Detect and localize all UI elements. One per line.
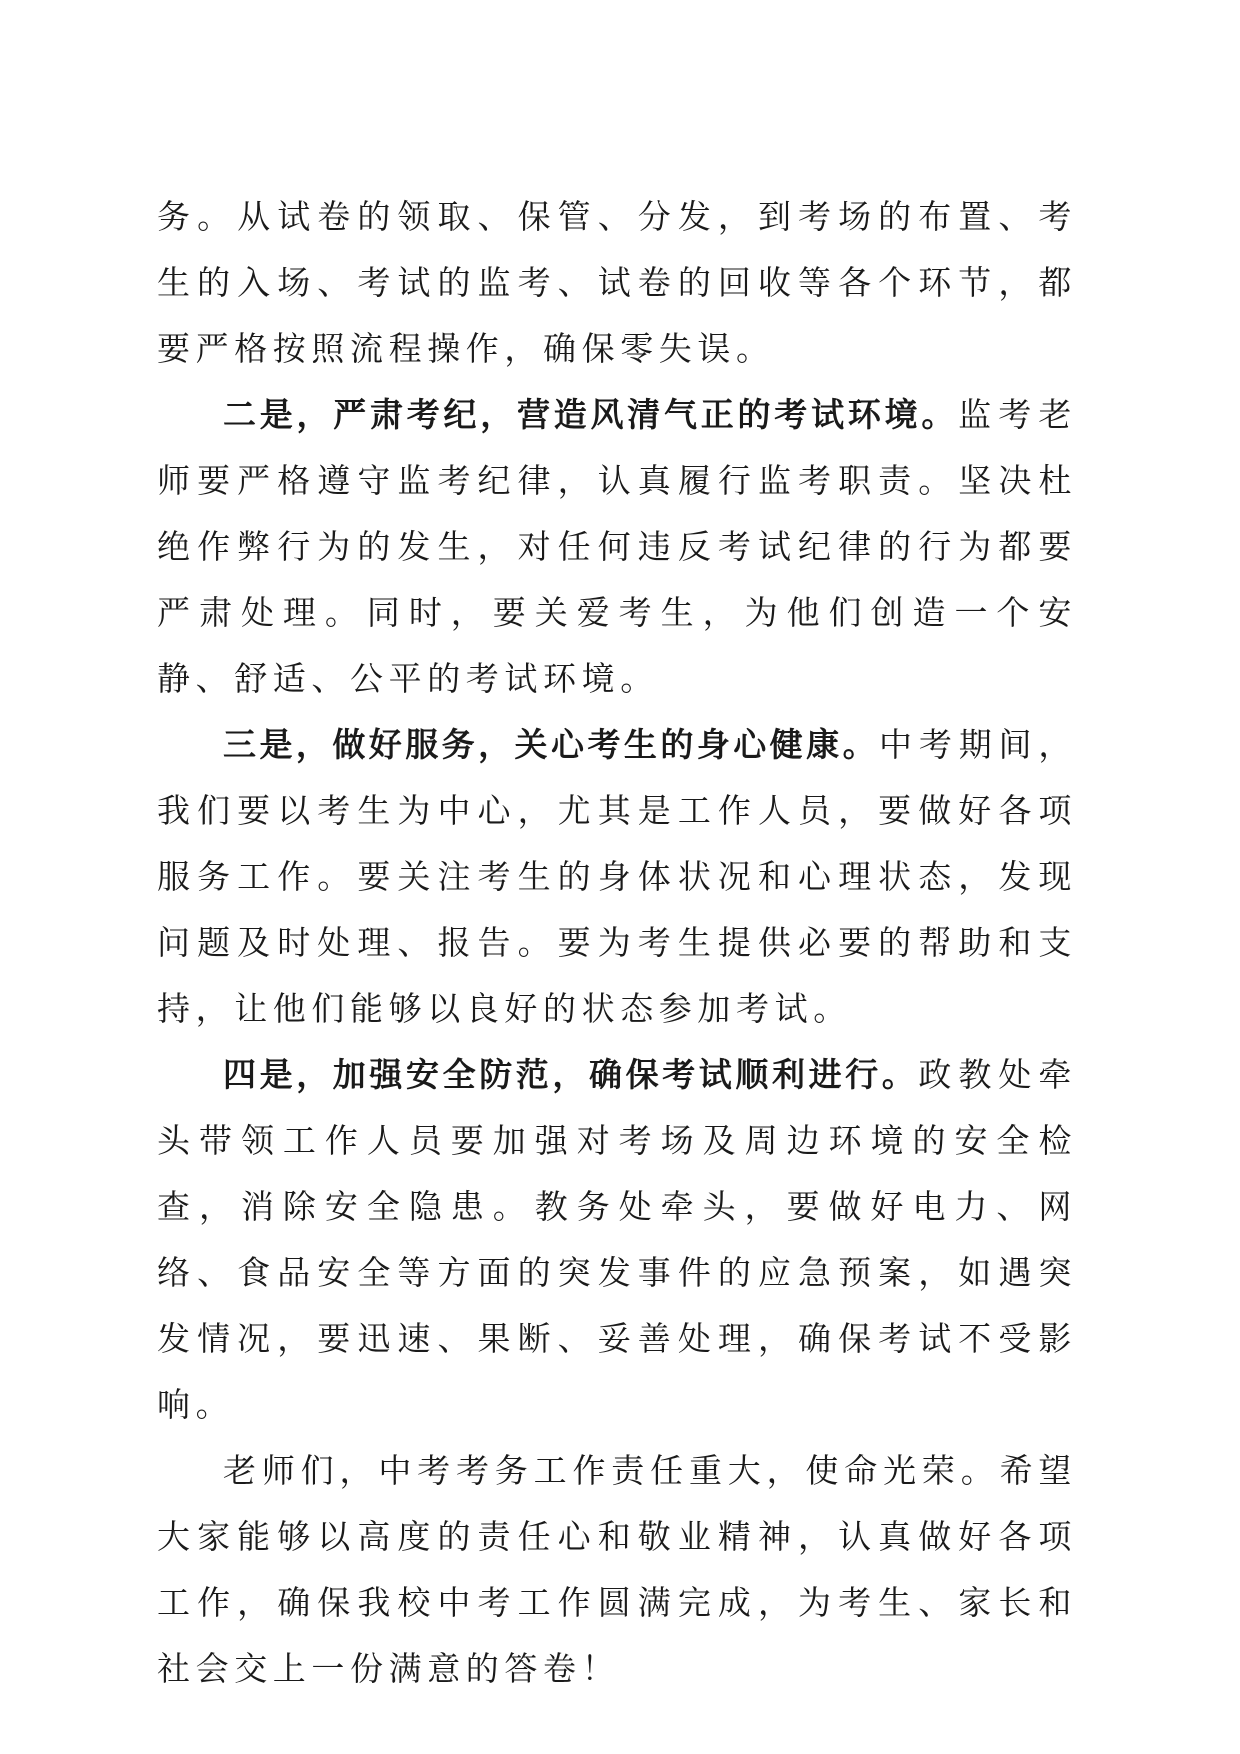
paragraph-discipline xyxy=(157,382,1077,712)
paragraph-heading: 四是，加强安全防范，确保考试顺利进行。 xyxy=(223,1055,919,1094)
paragraph-heading: 三是，做好服务，关心考生的身心健康。 xyxy=(223,725,880,764)
paragraph-text: 务。从试卷的领取、保管、分发，到考场的布置、考生的入场、考试的监考、试卷的回收等各个环节，都要严格按照流程操作，确保零失误。 xyxy=(157,197,1077,368)
paragraph-service xyxy=(157,712,1077,1042)
paragraph-text: 中考期间，我们要以考生为中心，尤其是工作人员，要做好各项服务工作。要关注考生的身体状况和心理状态，发现问题及时处理、报告。要为考生提供必要的帮助和支持，让他们能够以良好的状态参加考试。 xyxy=(157,725,1077,1028)
document-body xyxy=(157,184,1077,1702)
paragraph-continuation xyxy=(157,184,1077,382)
paragraph-text: 政教处牵头带领工作人员要加强对考场及周边环境的安全检查，消除安全隐患。教务处牵头，要做好电力、网络、食品安全等方面的突发事件的应急预案，如遇突发情况，要迅速、果断、妥善处理，确保考试不受影响。 xyxy=(157,1055,1077,1424)
paragraph-text: 监考老师要严格遵守监考纪律，认真履行监考职责。坚决杜绝作弊行为的发生，对任何违反考试纪律的行为都要严肃处理。同时，要关爱考生，为他们创造一个安静、舒适、公平的考试环境。 xyxy=(157,395,1078,698)
paragraph-closing xyxy=(157,1438,1077,1702)
paragraph-safety xyxy=(157,1042,1077,1438)
paragraph-text: 老师们，中考考务工作责任重大，使命光荣。希望大家能够以高度的责任心和敬业精神，认真做好各项工作，确保我校中考工作圆满完成，为考生、家长和社会交上一份满意的答卷！ xyxy=(157,1451,1077,1688)
paragraph-heading: 二是，严肃考纪，营造风清气正的考试环境。 xyxy=(223,395,959,434)
